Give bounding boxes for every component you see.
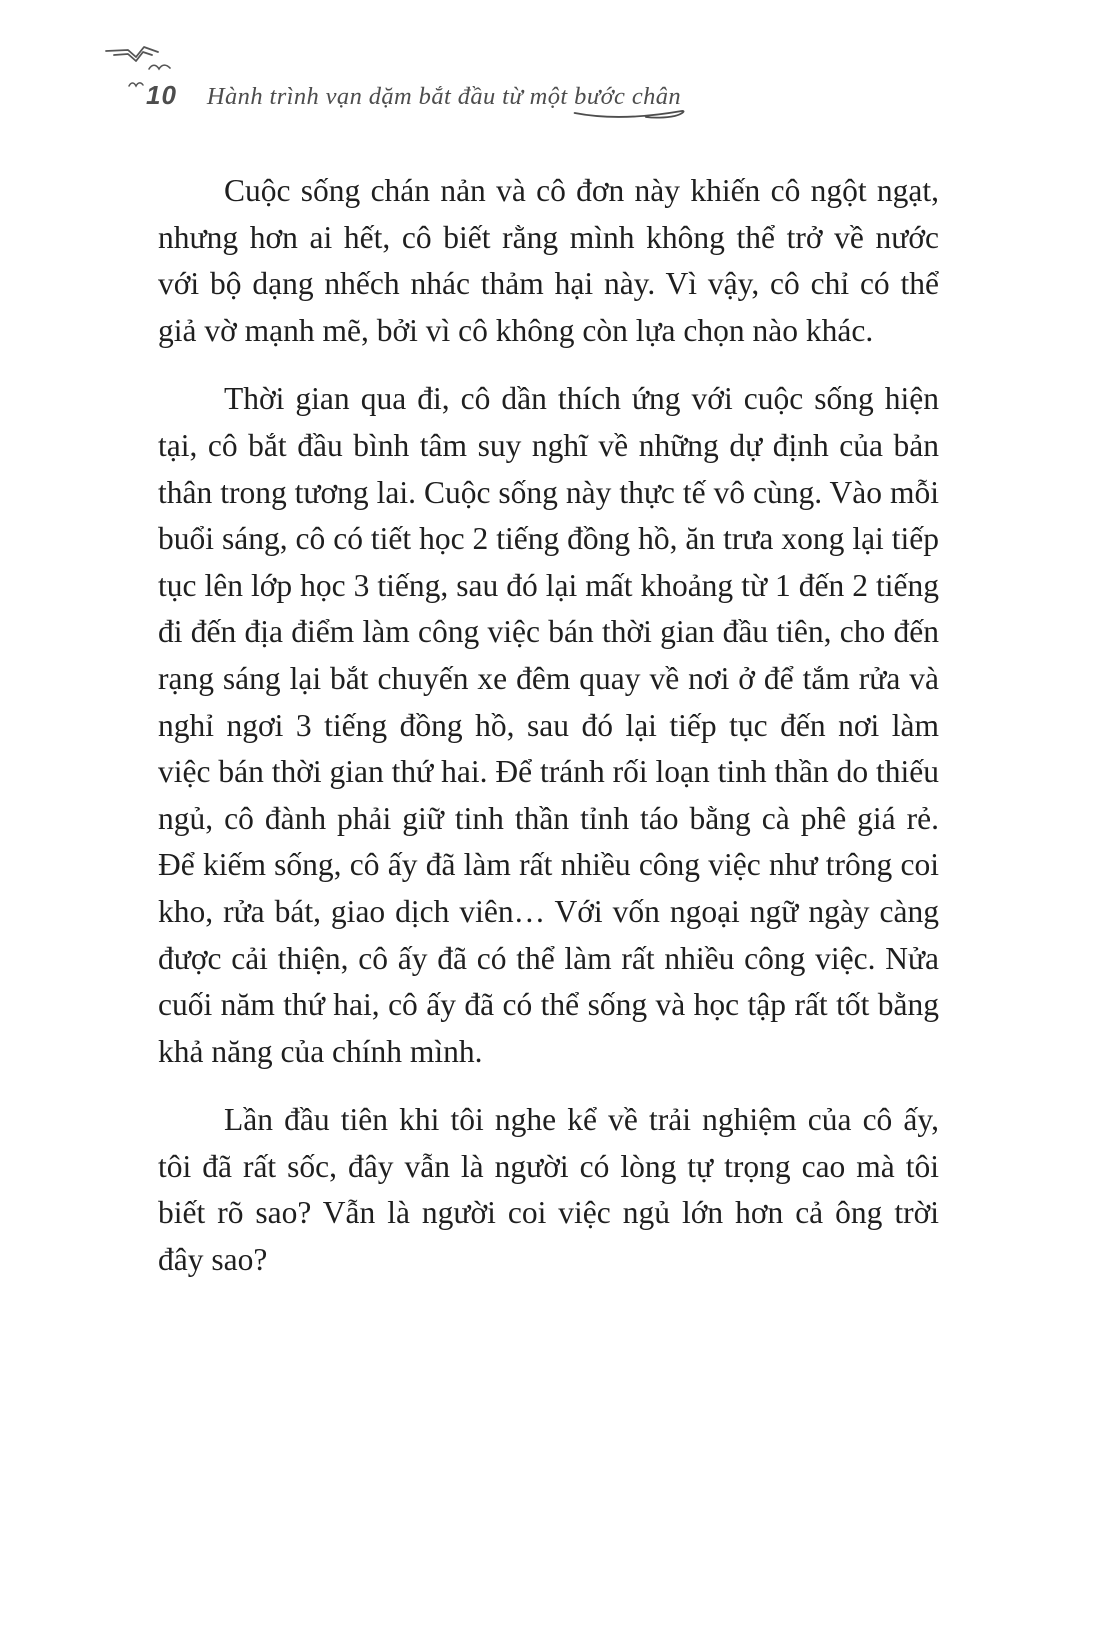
paragraph-3: Lần đầu tiên khi tôi nghe kể về trải nghiệm của cô ấy, tôi đã rất sốc, đây vẫn là người có lòng tự trọng cao mà tôi biết rõ sao? Vẫn là người coi việc ngủ lớn hơn cả ông trời đây sao? <box>158 1102 939 1278</box>
paragraph-2: Thời gian qua đi, cô dần thích ứng với cuộc sống hiện tại, cô bắt đầu bình tâm suy nghĩ về những dự định của bản thân trong tương lai. Cuộc sống này thực tế vô cùng. Vào mỗi buổi sáng, cô có tiết học 2 tiếng đồng hồ, ăn trưa xong lại tiếp tục lên lớp học 3 tiếng, sau đó lại mất khoảng từ 1 đến 2 tiếng đi đến địa điểm làm công việc bán thời gian đầu tiên, cho đến rạng sáng lại bắt chuyến xe đêm quay về nơi ở để tắm rửa và nghỉ ngơi 3 tiếng đồng hồ, sau đó lại tiếp tục đến nơi làm việc bán thời gian thứ hai. Để tránh rối loạn tinh thần do thiếu ngủ, cô đành phải giữ tinh thần tỉnh táo bằng cà phê giá rẻ. Để kiếm sống, cô ấy đã làm rất nhiều công việc như trông coi kho, rửa bát, giao dịch viên… Với vốn ngoại ngữ ngày càng được cải thiện, cô ấy đã có thể làm rất nhiều công việc. Nửa cuối năm thứ hai, cô ấy đã có thể sống và học tập rất tốt bằng khả năng của chính mình. <box>158 381 939 1069</box>
running-head <box>146 80 681 111</box>
page-body <box>158 168 939 1306</box>
running-head-title <box>207 83 681 111</box>
running-head-title-prefix: Hành trình vạn dặm bắt đầu từ một <box>206 83 575 110</box>
paragraph-1: Cuộc sống chán nản và cô đơn này khiến cô ngột ngạt, nhưng hơn ai hết, cô biết rằng mình không thể trở về nước với bộ dạng nhếch nhác thảm hại này. Vì vậy, cô chỉ có thể giả vờ mạnh mẽ, bởi vì cô không còn lựa chọn nào khác. <box>158 173 939 348</box>
running-head-title-underlined: bước chân <box>574 83 682 110</box>
running-head-title-underlined-wrap <box>574 83 681 111</box>
page-number: 10 <box>146 80 177 110</box>
underline-swash-icon <box>570 109 689 121</box>
